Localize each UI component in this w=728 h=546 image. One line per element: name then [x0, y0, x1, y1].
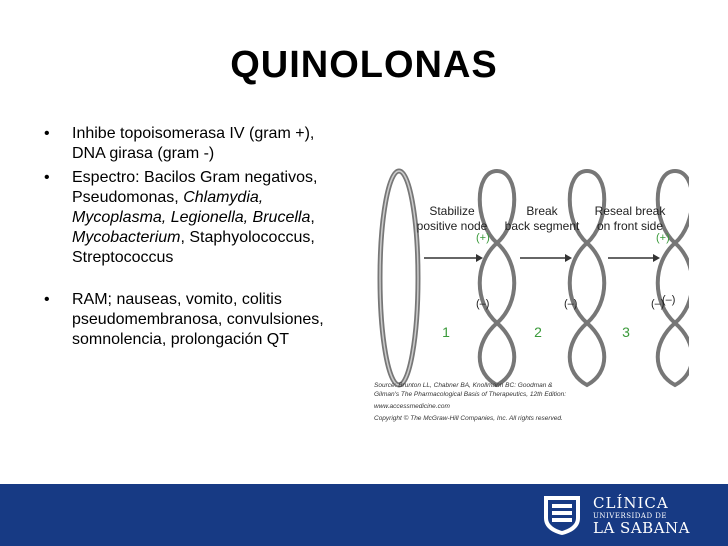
source-credit: Gilman's The Pharmacological Basis of Therapeutics, 12th Edition:	[374, 391, 567, 398]
source-credit: Source: Brunton LL, Chabner BA, Knollmann BC: Goodman &	[374, 382, 553, 389]
spectrum-text: Espectro: Bacilos Gram negativos, Pseudomonas,	[72, 169, 318, 206]
node-sign: (–)	[564, 298, 578, 310]
spectrum-separator: ,	[310, 209, 315, 226]
step-number-1: 1	[442, 324, 450, 340]
source-credit: www.accessmedicine.com	[374, 403, 450, 410]
bullet-item-spectrum	[44, 168, 344, 268]
bullet-dot-icon: •	[44, 169, 50, 186]
node-sign: (+)	[656, 232, 670, 244]
logo-line-2: UNIVERSIDAD DE	[593, 512, 668, 520]
step-2-label: back segment	[504, 219, 580, 233]
node-sign: (–)	[476, 298, 490, 310]
bullet-line: RAM; nauseas, vomito, colitis	[72, 291, 282, 308]
step-3-label: on front side	[596, 219, 664, 233]
bullet-dot-icon: •	[44, 125, 50, 142]
spectrum-italic-mycobacterium: Mycobacterium	[72, 229, 181, 246]
node-sign: (+)	[476, 232, 490, 244]
step-number-3: 3	[622, 324, 630, 340]
bullet-dot-icon: •	[44, 291, 50, 308]
shield-crest-icon	[541, 494, 583, 536]
slide-title: QUINOLONAS	[230, 44, 498, 86]
clinica-universidad-logo	[541, 492, 721, 540]
step-2-label: Break	[526, 204, 558, 218]
source-credit: Copyright © The McGraw-Hill Companies, Inc. All rights reserved.	[374, 415, 563, 422]
step-3-label: Reseal break	[594, 204, 666, 218]
node-sign: (–)	[651, 298, 665, 310]
bullet-line: DNA girasa (gram -)	[72, 145, 215, 162]
bullet-item-adverse-effects	[44, 290, 344, 350]
bullet-line: Inhibe topoisomerasa IV (gram +),	[72, 125, 315, 142]
step-1-label: Stabilize	[429, 204, 475, 218]
spectrum-italic-organisms: Chlamydia, Mycoplasma, Legionella, Brucella	[72, 189, 311, 226]
logo-line-3: LA SABANA	[593, 519, 690, 537]
bullet-list	[44, 124, 344, 354]
bullet-line: somnolencia, prolongación QT	[72, 331, 290, 348]
node-sign: (–)	[662, 294, 676, 306]
bullet-line: pseudomembranosa, convulsiones,	[72, 311, 324, 328]
spectrum-tail: , Staphyolococcus, Streptococcus	[72, 229, 315, 266]
bullet-item-mechanism	[44, 124, 344, 164]
logo-line-1: CLÍNICA	[593, 494, 669, 512]
step-number-2: 2	[534, 324, 542, 340]
dna-gyrase-figure	[372, 163, 689, 448]
supercoil-dna-1	[480, 171, 515, 385]
step-1-label: positive node	[416, 219, 488, 233]
